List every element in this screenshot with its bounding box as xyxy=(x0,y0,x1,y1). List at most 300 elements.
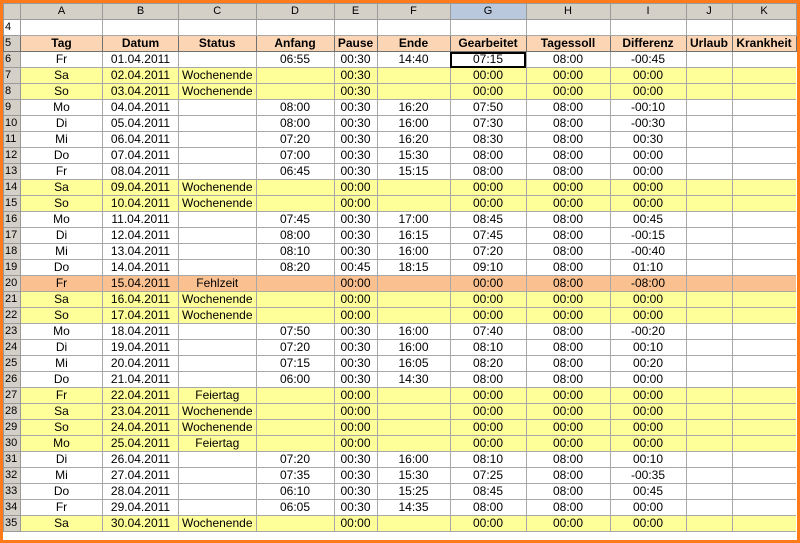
cell-pause[interactable]: 00:30 xyxy=(334,468,377,484)
cell-ende[interactable]: 16:00 xyxy=(377,324,450,340)
cell-pause[interactable]: 00:00 xyxy=(334,180,377,196)
cell-urlaub[interactable] xyxy=(686,100,732,116)
cell-datum[interactable]: 27.04.2011 xyxy=(103,468,179,484)
cell-tag[interactable]: Mi xyxy=(21,356,103,372)
row-number[interactable]: 27 xyxy=(4,388,21,404)
cell-differenz[interactable]: 00:00 xyxy=(610,68,686,84)
cell-krankheit[interactable] xyxy=(732,484,796,500)
cell-krankheit[interactable] xyxy=(732,388,796,404)
cell-tagessoll[interactable]: 08:00 xyxy=(526,148,610,164)
cell-krankheit[interactable] xyxy=(732,84,796,100)
cell-gearbeitet[interactable]: 00:00 xyxy=(450,516,526,532)
cell-anfang[interactable] xyxy=(256,436,334,452)
cell-urlaub[interactable] xyxy=(686,52,732,68)
cell-status[interactable] xyxy=(179,164,257,180)
row-number[interactable]: 18 xyxy=(4,244,21,260)
cell-anfang[interactable] xyxy=(256,308,334,324)
cell-datum[interactable]: 17.04.2011 xyxy=(103,308,179,324)
cell-ende[interactable]: 16:20 xyxy=(377,100,450,116)
cell-gearbeitet[interactable]: 08:30 xyxy=(450,132,526,148)
cell-ende[interactable]: 14:35 xyxy=(377,500,450,516)
cell-urlaub[interactable] xyxy=(686,148,732,164)
cell-datum[interactable]: 18.04.2011 xyxy=(103,324,179,340)
cell-urlaub[interactable] xyxy=(686,484,732,500)
cell-pause[interactable]: 00:30 xyxy=(334,324,377,340)
cell-tag[interactable]: So xyxy=(21,420,103,436)
cell-tag[interactable]: Mo xyxy=(21,100,103,116)
cell-krankheit[interactable] xyxy=(732,180,796,196)
cell-ende[interactable] xyxy=(377,276,450,292)
cell-status[interactable] xyxy=(179,228,257,244)
column-header-g[interactable]: G xyxy=(450,4,526,20)
cell-pause[interactable]: 00:30 xyxy=(334,356,377,372)
cell-differenz[interactable]: 00:00 xyxy=(610,388,686,404)
cell-tagessoll[interactable]: 08:00 xyxy=(526,500,610,516)
cell-tag[interactable]: Fr xyxy=(21,164,103,180)
cell-ende[interactable]: 18:15 xyxy=(377,260,450,276)
cell[interactable] xyxy=(334,20,377,36)
cell-differenz[interactable]: 00:00 xyxy=(610,516,686,532)
row-number[interactable]: 7 xyxy=(4,68,21,84)
cell-differenz[interactable]: 00:10 xyxy=(610,340,686,356)
cell-krankheit[interactable] xyxy=(732,148,796,164)
cell-urlaub[interactable] xyxy=(686,516,732,532)
cell-tag[interactable]: Di xyxy=(21,340,103,356)
cell-differenz[interactable]: 00:00 xyxy=(610,180,686,196)
column-header-i[interactable]: I xyxy=(610,4,686,20)
cell-tagessoll[interactable]: 00:00 xyxy=(526,196,610,212)
cell-krankheit[interactable] xyxy=(732,516,796,532)
cell-differenz[interactable]: 00:20 xyxy=(610,356,686,372)
cell-ende[interactable] xyxy=(377,404,450,420)
cell-anfang[interactable] xyxy=(256,388,334,404)
cell-gearbeitet[interactable]: 00:00 xyxy=(450,436,526,452)
header-cell-status[interactable]: Status xyxy=(179,36,257,52)
cell-tagessoll[interactable]: 00:00 xyxy=(526,84,610,100)
cell-ende[interactable] xyxy=(377,516,450,532)
cell-pause[interactable]: 00:00 xyxy=(334,388,377,404)
cell-krankheit[interactable] xyxy=(732,372,796,388)
cell-krankheit[interactable] xyxy=(732,468,796,484)
cell-gearbeitet[interactable]: 07:15 xyxy=(450,52,526,68)
cell-datum[interactable]: 09.04.2011 xyxy=(103,180,179,196)
row-number[interactable]: 31 xyxy=(4,452,21,468)
column-header-h[interactable]: H xyxy=(526,4,610,20)
cell-pause[interactable]: 00:00 xyxy=(334,276,377,292)
cell-status[interactable] xyxy=(179,452,257,468)
cell-krankheit[interactable] xyxy=(732,276,796,292)
cell-datum[interactable]: 21.04.2011 xyxy=(103,372,179,388)
cell-differenz[interactable]: -00:20 xyxy=(610,324,686,340)
cell-status[interactable]: Feiertag xyxy=(179,388,257,404)
cell-krankheit[interactable] xyxy=(732,308,796,324)
cell-gearbeitet[interactable]: 07:50 xyxy=(450,100,526,116)
cell[interactable] xyxy=(256,20,334,36)
row-number[interactable]: 30 xyxy=(4,436,21,452)
cell-pause[interactable]: 00:00 xyxy=(334,516,377,532)
cell-status[interactable]: Wochenende xyxy=(179,180,257,196)
cell-ende[interactable] xyxy=(377,388,450,404)
cell-status[interactable]: Wochenende xyxy=(179,68,257,84)
cell-pause[interactable]: 00:30 xyxy=(334,452,377,468)
cell-status[interactable]: Wochenende xyxy=(179,516,257,532)
cell-status[interactable]: Feiertag xyxy=(179,436,257,452)
cell-differenz[interactable]: 00:00 xyxy=(610,420,686,436)
cell-tagessoll[interactable]: 08:00 xyxy=(526,52,610,68)
column-header-b[interactable]: B xyxy=(103,4,179,20)
cell-status[interactable]: Wochenende xyxy=(179,196,257,212)
cell-datum[interactable]: 30.04.2011 xyxy=(103,516,179,532)
cell-differenz[interactable]: -00:40 xyxy=(610,244,686,260)
cell-gearbeitet[interactable]: 08:00 xyxy=(450,164,526,180)
row-number[interactable]: 23 xyxy=(4,324,21,340)
cell-differenz[interactable]: 00:45 xyxy=(610,484,686,500)
cell-krankheit[interactable] xyxy=(732,116,796,132)
cell-differenz[interactable]: -00:30 xyxy=(610,116,686,132)
cell-differenz[interactable]: 00:00 xyxy=(610,84,686,100)
cell-urlaub[interactable] xyxy=(686,340,732,356)
cell-datum[interactable]: 23.04.2011 xyxy=(103,404,179,420)
row-number[interactable]: 28 xyxy=(4,404,21,420)
cell-tagessoll[interactable]: 08:00 xyxy=(526,228,610,244)
row-number[interactable]: 22 xyxy=(4,308,21,324)
cell-pause[interactable]: 00:30 xyxy=(334,132,377,148)
cell-tag[interactable]: So xyxy=(21,84,103,100)
cell-urlaub[interactable] xyxy=(686,388,732,404)
cell-status[interactable]: Wochenende xyxy=(179,308,257,324)
cell-pause[interactable]: 00:30 xyxy=(334,372,377,388)
cell-anfang[interactable]: 06:55 xyxy=(256,52,334,68)
cell-anfang[interactable]: 07:00 xyxy=(256,148,334,164)
cell-urlaub[interactable] xyxy=(686,468,732,484)
cell-pause[interactable]: 00:30 xyxy=(334,484,377,500)
cell-tag[interactable]: Do xyxy=(21,372,103,388)
cell-status[interactable] xyxy=(179,116,257,132)
header-cell-datum[interactable]: Datum xyxy=(103,36,179,52)
cell-gearbeitet[interactable]: 08:00 xyxy=(450,148,526,164)
cell-krankheit[interactable] xyxy=(732,164,796,180)
cell-ende[interactable]: 14:40 xyxy=(377,52,450,68)
cell-anfang[interactable] xyxy=(256,276,334,292)
cell-krankheit[interactable] xyxy=(732,52,796,68)
cell-ende[interactable]: 16:00 xyxy=(377,452,450,468)
cell-tag[interactable]: Fr xyxy=(21,388,103,404)
cell-gearbeitet[interactable]: 00:00 xyxy=(450,84,526,100)
header-cell-ende[interactable]: Ende xyxy=(377,36,450,52)
cell-tagessoll[interactable]: 00:00 xyxy=(526,516,610,532)
cell-gearbeitet[interactable]: 08:00 xyxy=(450,372,526,388)
cell-tag[interactable]: Mi xyxy=(21,132,103,148)
cell-pause[interactable]: 00:00 xyxy=(334,292,377,308)
cell-tag[interactable]: Fr xyxy=(21,52,103,68)
cell-pause[interactable]: 00:00 xyxy=(334,420,377,436)
cell-urlaub[interactable] xyxy=(686,276,732,292)
cell-differenz[interactable]: 01:10 xyxy=(610,260,686,276)
row-number[interactable]: 15 xyxy=(4,196,21,212)
row-number[interactable]: 24 xyxy=(4,340,21,356)
cell-tag[interactable]: Sa xyxy=(21,404,103,420)
column-header-k[interactable]: K xyxy=(732,4,796,20)
row-number[interactable]: 35 xyxy=(4,516,21,532)
cell-pause[interactable]: 00:30 xyxy=(334,148,377,164)
cell-anfang[interactable] xyxy=(256,84,334,100)
cell-tag[interactable]: Mi xyxy=(21,244,103,260)
cell-differenz[interactable]: 00:10 xyxy=(610,452,686,468)
cell-anfang[interactable]: 08:00 xyxy=(256,228,334,244)
cell-urlaub[interactable] xyxy=(686,324,732,340)
cell-status[interactable] xyxy=(179,260,257,276)
cell-tag[interactable]: So xyxy=(21,308,103,324)
cell-krankheit[interactable] xyxy=(732,500,796,516)
cell[interactable] xyxy=(21,20,103,36)
cell-anfang[interactable]: 07:20 xyxy=(256,452,334,468)
cell-tag[interactable]: Di xyxy=(21,116,103,132)
row-number[interactable]: 29 xyxy=(4,420,21,436)
cell-datum[interactable]: 08.04.2011 xyxy=(103,164,179,180)
cell-tagessoll[interactable]: 00:00 xyxy=(526,292,610,308)
row-number[interactable]: 14 xyxy=(4,180,21,196)
cell-anfang[interactable]: 08:10 xyxy=(256,244,334,260)
cell-tag[interactable]: Do xyxy=(21,260,103,276)
cell-ende[interactable]: 16:00 xyxy=(377,340,450,356)
cell-differenz[interactable]: 00:00 xyxy=(610,164,686,180)
cell[interactable] xyxy=(103,20,179,36)
cell-krankheit[interactable] xyxy=(732,68,796,84)
cell-datum[interactable]: 20.04.2011 xyxy=(103,356,179,372)
cell-status[interactable] xyxy=(179,244,257,260)
cell-differenz[interactable]: 00:00 xyxy=(610,436,686,452)
column-header-c[interactable]: C xyxy=(179,4,257,20)
cell-tagessoll[interactable]: 00:00 xyxy=(526,68,610,84)
cell-pause[interactable]: 00:00 xyxy=(334,404,377,420)
cell-urlaub[interactable] xyxy=(686,196,732,212)
cell-krankheit[interactable] xyxy=(732,260,796,276)
row-number[interactable]: 21 xyxy=(4,292,21,308)
cell-tag[interactable]: Do xyxy=(21,484,103,500)
cell-tag[interactable]: So xyxy=(21,196,103,212)
cell[interactable] xyxy=(732,20,796,36)
cell-urlaub[interactable] xyxy=(686,116,732,132)
cell-anfang[interactable]: 06:10 xyxy=(256,484,334,500)
cell-differenz[interactable]: -08:00 xyxy=(610,276,686,292)
cell-status[interactable] xyxy=(179,468,257,484)
cell-gearbeitet[interactable]: 00:00 xyxy=(450,196,526,212)
cell-tagessoll[interactable]: 08:00 xyxy=(526,276,610,292)
cell-datum[interactable]: 11.04.2011 xyxy=(103,212,179,228)
select-all-corner[interactable] xyxy=(4,4,21,20)
cell-anfang[interactable] xyxy=(256,196,334,212)
cell-status[interactable] xyxy=(179,356,257,372)
cell-tagessoll[interactable]: 00:00 xyxy=(526,388,610,404)
cell-datum[interactable]: 12.04.2011 xyxy=(103,228,179,244)
cell-ende[interactable]: 15:25 xyxy=(377,484,450,500)
header-cell-gearbeitet[interactable]: Gearbeitet xyxy=(450,36,526,52)
cell-ende[interactable] xyxy=(377,308,450,324)
cell-gearbeitet[interactable]: 00:00 xyxy=(450,420,526,436)
cell-tag[interactable]: Do xyxy=(21,148,103,164)
cell-pause[interactable]: 00:00 xyxy=(334,436,377,452)
cell-gearbeitet[interactable]: 00:00 xyxy=(450,292,526,308)
cell-ende[interactable]: 17:00 xyxy=(377,212,450,228)
cell-urlaub[interactable] xyxy=(686,372,732,388)
column-header-e[interactable]: E xyxy=(334,4,377,20)
cell-pause[interactable]: 00:30 xyxy=(334,52,377,68)
cell-tagessoll[interactable]: 00:00 xyxy=(526,180,610,196)
cell-gearbeitet[interactable]: 07:30 xyxy=(450,116,526,132)
cell-tagessoll[interactable]: 08:00 xyxy=(526,244,610,260)
cell-anfang[interactable]: 07:45 xyxy=(256,212,334,228)
cell-gearbeitet[interactable]: 00:00 xyxy=(450,388,526,404)
cell-urlaub[interactable] xyxy=(686,212,732,228)
row-number[interactable]: 16 xyxy=(4,212,21,228)
header-cell-pause[interactable]: Pause xyxy=(334,36,377,52)
cell-tagessoll[interactable]: 08:00 xyxy=(526,356,610,372)
header-cell-tagessoll[interactable]: Tagessoll xyxy=(526,36,610,52)
cell-gearbeitet[interactable]: 09:10 xyxy=(450,260,526,276)
cell-krankheit[interactable] xyxy=(732,212,796,228)
cell-urlaub[interactable] xyxy=(686,180,732,196)
cell-tagessoll[interactable]: 08:00 xyxy=(526,468,610,484)
cell-datum[interactable]: 13.04.2011 xyxy=(103,244,179,260)
row-number[interactable]: 13 xyxy=(4,164,21,180)
cell-urlaub[interactable] xyxy=(686,84,732,100)
row-number[interactable]: 32 xyxy=(4,468,21,484)
cell-datum[interactable]: 10.04.2011 xyxy=(103,196,179,212)
cell-status[interactable] xyxy=(179,132,257,148)
column-header-f[interactable]: F xyxy=(377,4,450,20)
cell-datum[interactable]: 19.04.2011 xyxy=(103,340,179,356)
cell-pause[interactable]: 00:30 xyxy=(334,212,377,228)
cell-differenz[interactable]: -00:15 xyxy=(610,228,686,244)
cell-krankheit[interactable] xyxy=(732,452,796,468)
cell-tag[interactable]: Mo xyxy=(21,436,103,452)
cell-gearbeitet[interactable]: 00:00 xyxy=(450,68,526,84)
row-number[interactable]: 25 xyxy=(4,356,21,372)
cell[interactable] xyxy=(610,20,686,36)
cell-tagessoll[interactable]: 08:00 xyxy=(526,164,610,180)
cell-status[interactable] xyxy=(179,100,257,116)
row-number[interactable]: 26 xyxy=(4,372,21,388)
cell-tagessoll[interactable]: 08:00 xyxy=(526,116,610,132)
cell-datum[interactable]: 14.04.2011 xyxy=(103,260,179,276)
cell[interactable] xyxy=(686,20,732,36)
cell-tagessoll[interactable]: 08:00 xyxy=(526,452,610,468)
cell-pause[interactable]: 00:30 xyxy=(334,340,377,356)
cell-datum[interactable]: 16.04.2011 xyxy=(103,292,179,308)
cell-tag[interactable]: Di xyxy=(21,228,103,244)
row-number[interactable]: 9 xyxy=(4,100,21,116)
cell-gearbeitet[interactable]: 08:45 xyxy=(450,484,526,500)
cell-gearbeitet[interactable]: 00:00 xyxy=(450,276,526,292)
cell-tag[interactable]: Sa xyxy=(21,68,103,84)
cell-urlaub[interactable] xyxy=(686,132,732,148)
cell-differenz[interactable]: 00:00 xyxy=(610,372,686,388)
cell-urlaub[interactable] xyxy=(686,292,732,308)
cell-gearbeitet[interactable]: 07:40 xyxy=(450,324,526,340)
cell-ende[interactable]: 16:05 xyxy=(377,356,450,372)
cell[interactable] xyxy=(377,20,450,36)
cell-ende[interactable] xyxy=(377,292,450,308)
cell-tag[interactable]: Mo xyxy=(21,212,103,228)
cell-differenz[interactable]: 00:00 xyxy=(610,148,686,164)
cell-gearbeitet[interactable]: 08:45 xyxy=(450,212,526,228)
cell-tag[interactable]: Fr xyxy=(21,500,103,516)
cell-datum[interactable]: 01.04.2011 xyxy=(103,52,179,68)
cell-datum[interactable]: 04.04.2011 xyxy=(103,100,179,116)
cell[interactable] xyxy=(179,20,257,36)
cell-tagessoll[interactable]: 00:00 xyxy=(526,420,610,436)
cell-tagessoll[interactable]: 08:00 xyxy=(526,212,610,228)
cell-status[interactable] xyxy=(179,500,257,516)
cell-urlaub[interactable] xyxy=(686,244,732,260)
cell-urlaub[interactable] xyxy=(686,260,732,276)
cell-datum[interactable]: 24.04.2011 xyxy=(103,420,179,436)
cell-tag[interactable]: Sa xyxy=(21,516,103,532)
cell-datum[interactable]: 26.04.2011 xyxy=(103,452,179,468)
cell-gearbeitet[interactable]: 00:00 xyxy=(450,404,526,420)
cell-datum[interactable]: 28.04.2011 xyxy=(103,484,179,500)
cell-urlaub[interactable] xyxy=(686,436,732,452)
cell-urlaub[interactable] xyxy=(686,228,732,244)
cell-status[interactable] xyxy=(179,148,257,164)
cell-tagessoll[interactable]: 08:00 xyxy=(526,372,610,388)
cell-pause[interactable]: 00:30 xyxy=(334,244,377,260)
cell-anfang[interactable] xyxy=(256,516,334,532)
cell-anfang[interactable]: 08:20 xyxy=(256,260,334,276)
cell-differenz[interactable]: -00:45 xyxy=(610,52,686,68)
cell-gearbeitet[interactable]: 07:20 xyxy=(450,244,526,260)
cell-krankheit[interactable] xyxy=(732,436,796,452)
cell-urlaub[interactable] xyxy=(686,164,732,180)
cell-status[interactable] xyxy=(179,324,257,340)
row-number[interactable]: 33 xyxy=(4,484,21,500)
cell-status[interactable]: Wochenende xyxy=(179,420,257,436)
header-cell-krankheit[interactable]: Krankheit xyxy=(732,36,796,52)
cell-pause[interactable]: 00:30 xyxy=(334,116,377,132)
cell-status[interactable]: Fehlzeit xyxy=(179,276,257,292)
cell-urlaub[interactable] xyxy=(686,452,732,468)
cell-pause[interactable]: 00:30 xyxy=(334,500,377,516)
cell-datum[interactable]: 15.04.2011 xyxy=(103,276,179,292)
cell-pause[interactable]: 00:30 xyxy=(334,100,377,116)
cell-ende[interactable] xyxy=(377,68,450,84)
cell-tag[interactable]: Mo xyxy=(21,324,103,340)
cell-anfang[interactable] xyxy=(256,292,334,308)
header-cell-tag[interactable]: Tag xyxy=(21,36,103,52)
row-number[interactable]: 8 xyxy=(4,84,21,100)
cell-tagessoll[interactable]: 08:00 xyxy=(526,100,610,116)
cell-datum[interactable]: 22.04.2011 xyxy=(103,388,179,404)
cell-urlaub[interactable] xyxy=(686,68,732,84)
cell-krankheit[interactable] xyxy=(732,100,796,116)
cell-ende[interactable]: 16:15 xyxy=(377,228,450,244)
cell-gearbeitet[interactable]: 07:25 xyxy=(450,468,526,484)
cell-krankheit[interactable] xyxy=(732,244,796,260)
cell-datum[interactable]: 03.04.2011 xyxy=(103,84,179,100)
cell-differenz[interactable]: 00:00 xyxy=(610,292,686,308)
cell-gearbeitet[interactable]: 00:00 xyxy=(450,308,526,324)
cell-status[interactable] xyxy=(179,212,257,228)
cell-differenz[interactable]: 00:00 xyxy=(610,404,686,420)
cell-differenz[interactable]: 00:00 xyxy=(610,196,686,212)
cell-tagessoll[interactable]: 00:00 xyxy=(526,436,610,452)
cell-tag[interactable]: Di xyxy=(21,452,103,468)
cell-krankheit[interactable] xyxy=(732,404,796,420)
cell-gearbeitet[interactable]: 07:45 xyxy=(450,228,526,244)
cell-gearbeitet[interactable]: 08:10 xyxy=(450,340,526,356)
cell-urlaub[interactable] xyxy=(686,404,732,420)
cell-tagessoll[interactable]: 08:00 xyxy=(526,324,610,340)
